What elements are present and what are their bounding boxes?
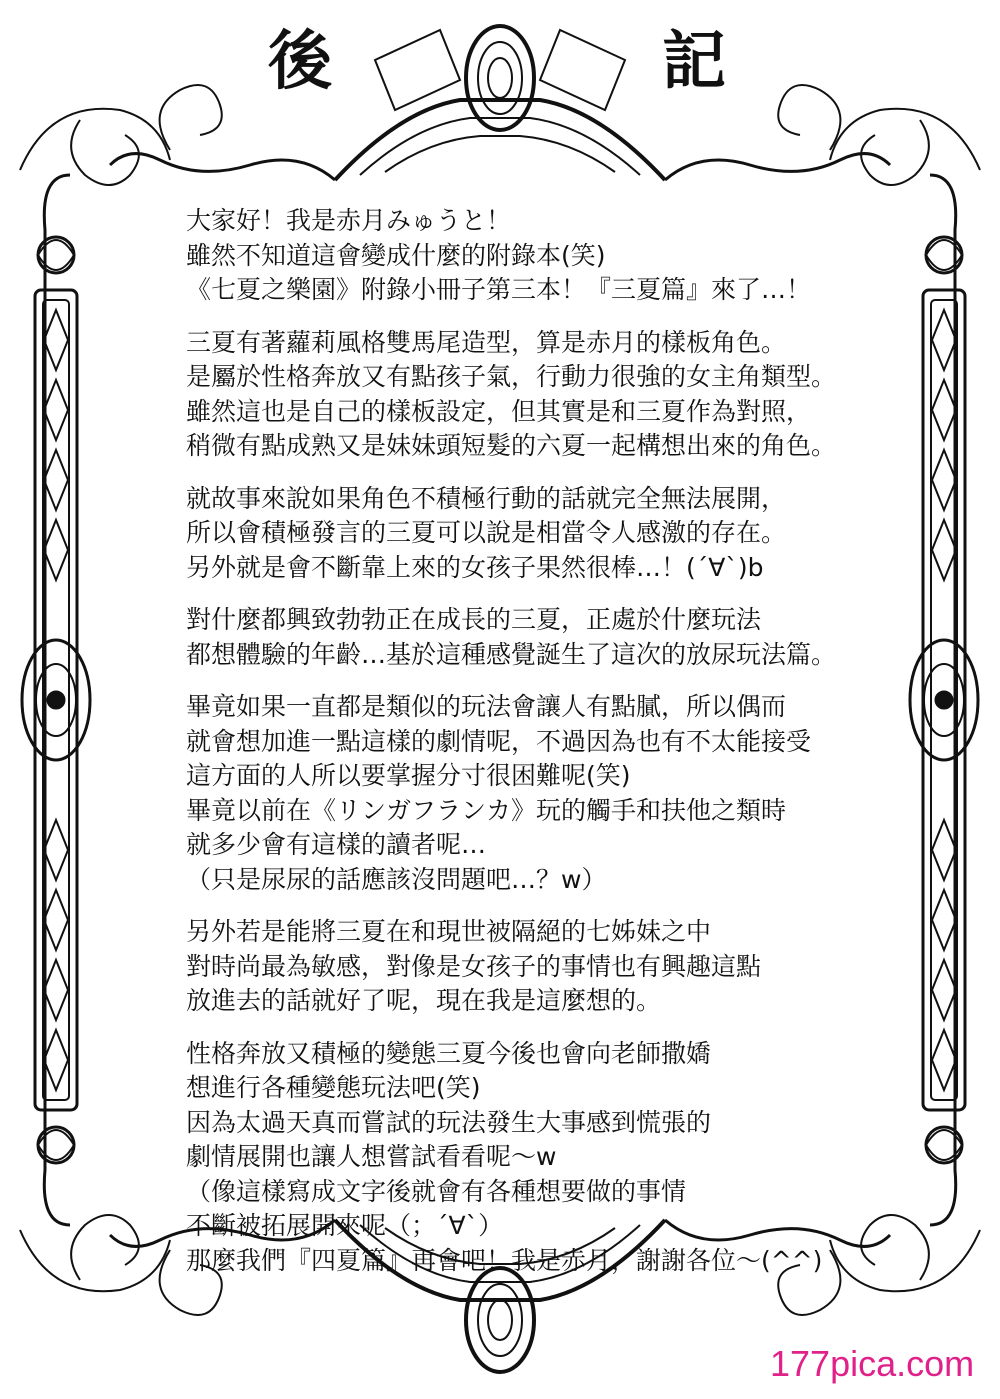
paragraph	[186, 603, 866, 672]
text-line: 都想體驗的年齡…基於這種感覺誕生了這次的放尿玩法篇。	[186, 639, 837, 669]
text-line: 畢竟如果一直都是類似的玩法會讓人有點膩，所以偶而	[186, 692, 787, 721]
paragraph	[186, 690, 866, 897]
afterword-body	[186, 204, 866, 1296]
text-line: 《七夏之樂園》附錄小冊子第三本！『三夏篇』來了…！	[186, 275, 812, 304]
text-line: 想進行各種變態玩法吧(笑)	[186, 1073, 481, 1102]
text-line: 雖然不知道這會變成什麼的附錄本(笑)	[186, 240, 606, 270]
text-line: 大家好！我是赤月みゅうと！	[186, 206, 512, 235]
text-line: 三夏有著蘿莉風格雙馬尾造型，算是赤月的樣板角色。	[186, 327, 787, 357]
paragraph	[186, 915, 866, 1019]
text-line: 所以會積極發言的三夏可以說是相當令人感激的存在。	[186, 518, 787, 547]
text-line: 放進去的話就好了呢，現在我是這麼想的。	[186, 986, 662, 1015]
text-line: 就故事來說如果角色不積極行動的話就完全無法展開，	[186, 483, 787, 513]
text-line: 性格奔放又積極的變態三夏今後也會向老師撒嬌	[186, 1038, 712, 1068]
text-line: 劇情展開也讓人想嘗試看看呢～w	[186, 1142, 557, 1171]
paragraph	[186, 482, 866, 586]
text-line: 就會想加進一點這樣的劇情呢，不過因為也有不太能接受	[186, 726, 812, 756]
text-line: （像這樣寫成文字後就會有各種想要做的事情	[186, 1176, 687, 1206]
text-line: 對什麼都興致勃勃正在成長的三夏，正處於什麼玩法	[186, 605, 762, 634]
text-line: 雖然這也是自己的樣板設定，但其實是和三夏作為對照，	[186, 396, 812, 426]
paragraph	[186, 204, 866, 308]
text-line: 另外就是會不斷靠上來的女孩子果然很棒…！(´∀`)b	[186, 552, 764, 582]
site-watermark: 177pica.com	[770, 1343, 975, 1384]
paragraph	[186, 1037, 866, 1279]
title-right-char: 記	[662, 25, 726, 99]
text-line: 那麼我們『四夏篇』再會吧！我是赤月，謝謝各位～(^^)	[186, 1245, 823, 1275]
text-line: 因為太過天真而嘗試的玩法發生大事感到慌張的	[186, 1107, 712, 1137]
text-line: 不斷被拓展開來呢（；´∀`）	[186, 1211, 504, 1240]
text-line: 另外若是能將三夏在和現世被隔絕的七姊妹之中	[186, 917, 712, 946]
text-line: 稍微有點成熟又是妹妹頭短髮的六夏一起構想出來的角色。	[186, 431, 837, 460]
title-left-char: 後	[268, 25, 332, 99]
paragraph	[186, 326, 866, 464]
text-line: 對時尚最為敏感，對像是女孩子的事情也有興趣這點	[186, 951, 762, 981]
text-line: 是屬於性格奔放又有點孩子氣，行動力很強的女主角類型。	[186, 362, 837, 391]
text-line: 畢竟以前在《リンガフランカ》玩的觸手和扶他之類時	[186, 795, 787, 825]
text-line: 就多少會有這樣的讀者呢…	[186, 830, 487, 859]
text-line: （只是尿尿的話應該沒問題吧…？w）	[186, 864, 607, 894]
text-line: 這方面的人所以要掌握分寸很困難呢(笑)	[186, 761, 631, 790]
